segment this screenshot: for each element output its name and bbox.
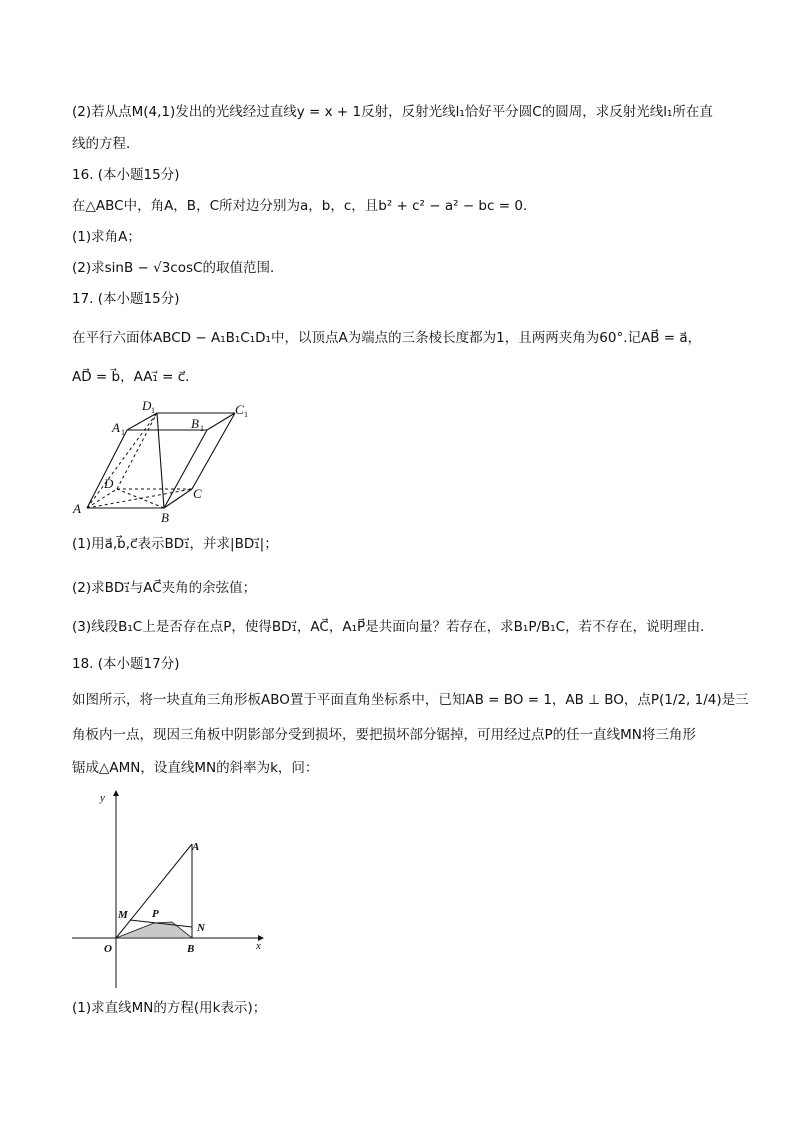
label-C: C bbox=[193, 486, 202, 501]
problem-17-part3: (3)线段B₁C上是否存在点P，使得BD₁⃗，AC⃗，A₁P⃗是共面向量？若存在，求B₁P/B₁C，若不存在，说明理由． bbox=[72, 619, 714, 635]
y-axis-arrow bbox=[113, 790, 119, 796]
label-B: B bbox=[161, 510, 169, 525]
label-C1: C bbox=[235, 402, 244, 417]
label-A1: A bbox=[112, 420, 120, 435]
label-A: A bbox=[73, 501, 81, 516]
label-B1: B bbox=[191, 416, 199, 431]
parallelepiped-figure bbox=[70, 395, 270, 525]
problem-18-statement-3: 锯成△AMN，设直线MN的斜率为k，问： bbox=[72, 760, 319, 776]
label-O: O bbox=[104, 943, 112, 955]
problem-17-part1: (1)用a⃗,b⃗,c⃗表示BD₁⃗，并求|BD₁⃗|； bbox=[72, 536, 278, 552]
label-D1: D bbox=[142, 398, 152, 413]
problem-17-statement: 在平行六面体ABCD − A₁B₁C₁D₁中，以顶点A为端点的三条棱长度都为1，且两两夹角为60°.记AB⃗ = a⃗， bbox=[72, 330, 702, 346]
edge-A-A1 bbox=[87, 430, 127, 508]
label-A1-sub: 1 bbox=[121, 428, 125, 437]
problem-18-statement-2: 角板内一点，现因三角板中阴影部分受到损坏，要把损坏部分锯掉，可用经过点P的任一直线MN将三角形 bbox=[72, 727, 696, 743]
problem-18-statement-1: 如图所示，将一块直角三角形板ABO置于平面直角坐标系中，已知AB = BO = 1，AB ⊥ BO，点P(1/2, 1/4)是三 bbox=[72, 692, 749, 708]
problem-17-statement-cont: AD⃗ = b⃗，AA₁⃗ = c⃗． bbox=[72, 369, 199, 385]
edge-D1-B bbox=[157, 413, 164, 508]
problem-17-heading: 17. (本小题15分) bbox=[72, 291, 180, 307]
label-A: A bbox=[192, 841, 200, 853]
label-D: D bbox=[104, 476, 114, 491]
label-x: x bbox=[256, 940, 261, 952]
label-M: M bbox=[118, 909, 128, 921]
label-y: y bbox=[100, 792, 105, 804]
problem-16-heading: 16. (本小题15分) bbox=[72, 167, 180, 183]
label-N: N bbox=[197, 922, 205, 934]
label-B: B bbox=[187, 943, 195, 955]
text-line-2: 线的方程． bbox=[72, 136, 140, 152]
problem-18-part1: (1)求直线MN的方程(用k表示)； bbox=[72, 1000, 267, 1016]
problem-16-part1: (1)求角A； bbox=[72, 229, 141, 245]
label-C1-sub: 1 bbox=[244, 410, 248, 419]
edge-A1-D1 bbox=[127, 413, 157, 430]
triangle-coordinate-figure bbox=[68, 788, 278, 993]
label-P: P bbox=[152, 908, 159, 920]
problem-18-heading: 18. (本小题17分) bbox=[72, 656, 180, 672]
label-B1-sub: 1 bbox=[200, 424, 204, 433]
problem-16-part2: (2)求sinB − √3cosC的取值范围． bbox=[72, 260, 284, 276]
problem-16-statement: 在△ABC中，角A，B，C所对边分别为a，b，c，且b² + c² − a² − bc = 0. bbox=[72, 198, 528, 214]
text-line-1: (2)若从点M(4,1)发出的光线经过直线y = x + 1反射，反射光线l₁恰好平分圆C的圆周，求反射光线l₁所在直 bbox=[72, 104, 713, 120]
hidden-line-B-D bbox=[117, 489, 164, 508]
problem-17-part2: (2)求BD₁⃗与AC⃗夹角的余弦值； bbox=[72, 580, 257, 596]
label-D1-sub: 1 bbox=[151, 406, 155, 415]
